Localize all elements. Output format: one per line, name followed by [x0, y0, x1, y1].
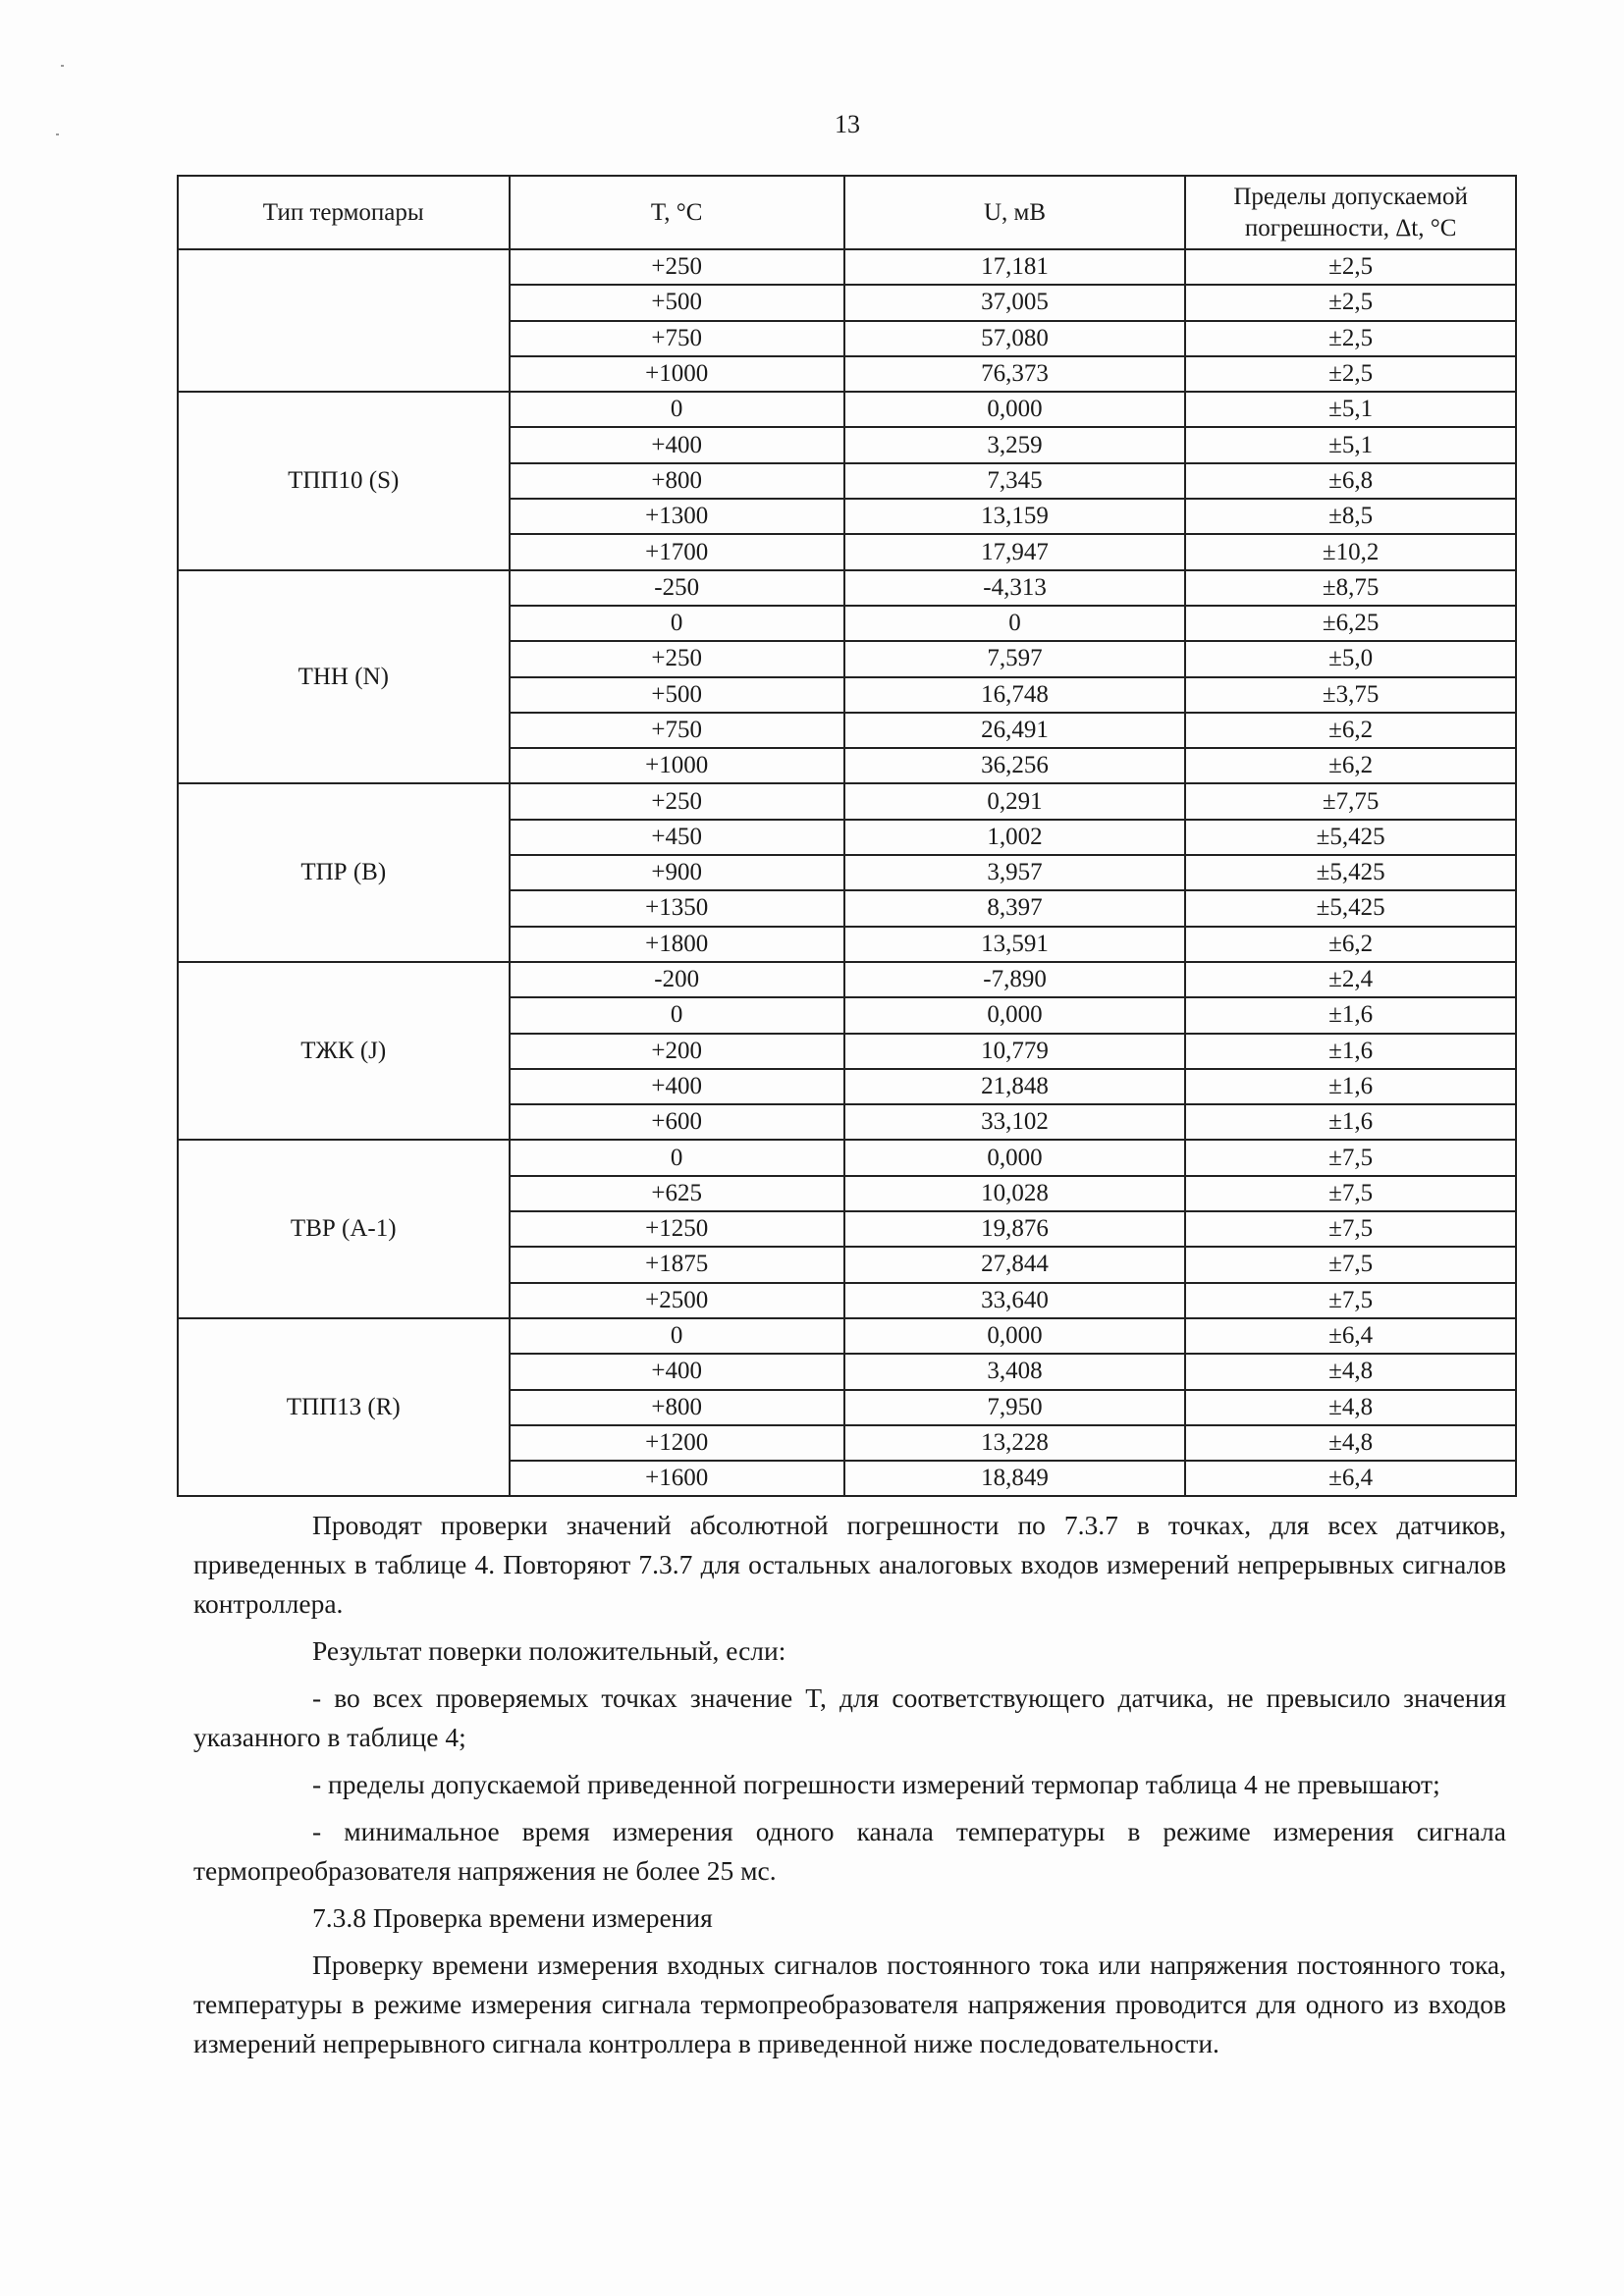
thermocouple-type-cell: ТПП13 (R) [178, 1318, 510, 1496]
voltage-cell: 37,005 [844, 285, 1185, 320]
voltage-cell: 3,408 [844, 1354, 1185, 1389]
voltage-cell: 36,256 [844, 748, 1185, 783]
voltage-cell: 57,080 [844, 321, 1185, 356]
temperature-cell: +450 [510, 820, 844, 855]
table-row [178, 249, 1516, 285]
voltage-cell: 0,000 [844, 1318, 1185, 1354]
voltage-cell: 8,397 [844, 890, 1185, 926]
temperature-cell: +2500 [510, 1283, 844, 1318]
table-body [178, 249, 1516, 1496]
temperature-cell: +250 [510, 641, 844, 676]
tolerance-cell: ±1,6 [1185, 1104, 1516, 1140]
temperature-cell: +1350 [510, 890, 844, 926]
table-row [178, 392, 1516, 427]
voltage-cell: 18,849 [844, 1461, 1185, 1496]
paragraph-condition-3: - минимальное время измерения одного канала температуры в режиме измерения сигнала термопреобразователя напряжения не более 25 мс. [193, 1816, 1506, 1886]
voltage-cell: 13,159 [844, 499, 1185, 534]
tolerance-cell: ±6,4 [1185, 1318, 1516, 1354]
temperature-cell: +1300 [510, 499, 844, 534]
temperature-cell: +600 [510, 1104, 844, 1140]
temperature-cell: 0 [510, 1318, 844, 1354]
table-row [178, 962, 1516, 997]
voltage-cell: 3,259 [844, 427, 1185, 462]
scan-artifact [61, 65, 64, 67]
tolerance-cell: ±5,0 [1185, 641, 1516, 676]
table-header-row [178, 176, 1516, 249]
thermocouple-type-cell: ТЖК (J) [178, 962, 510, 1140]
tolerance-cell: ±2,5 [1185, 249, 1516, 285]
header-tolerance: Пределы допускаемой погрешности, Δt, °C [1185, 176, 1516, 249]
paragraph-measurement-time: Проверку времени измерения входных сигналов постоянного тока или напряжения постоянного тока, температуры в режиме измерения сигнала термопреобразователя напряжения проводится для одного из входов измерений непрерывного сигнала контроллера в приведенной ниже последовательности. [193, 1949, 1506, 2058]
temperature-cell: +1200 [510, 1425, 844, 1461]
tolerance-cell: ±8,75 [1185, 570, 1516, 606]
temperature-cell: +250 [510, 249, 844, 285]
voltage-cell: 13,228 [844, 1425, 1185, 1461]
tolerance-cell: ±6,2 [1185, 713, 1516, 748]
voltage-cell: -4,313 [844, 570, 1185, 606]
thermocouple-type-cell: ТВР (А-1) [178, 1140, 510, 1317]
voltage-cell: 0,000 [844, 997, 1185, 1033]
temperature-cell: +500 [510, 285, 844, 320]
tolerance-cell: ±8,5 [1185, 499, 1516, 534]
temperature-cell: 0 [510, 997, 844, 1033]
tolerance-cell: ±4,8 [1185, 1390, 1516, 1425]
temperature-cell: 0 [510, 1140, 844, 1175]
tolerance-cell: ±7,75 [1185, 783, 1516, 819]
voltage-cell: 10,028 [844, 1176, 1185, 1211]
voltage-cell: 7,345 [844, 463, 1185, 499]
voltage-cell: 7,950 [844, 1390, 1185, 1425]
temperature-cell: +1700 [510, 534, 844, 569]
thermocouple-table [177, 175, 1517, 1497]
tolerance-cell: ±5,1 [1185, 392, 1516, 427]
temperature-cell: +625 [510, 1176, 844, 1211]
voltage-cell: 13,591 [844, 927, 1185, 962]
tolerance-cell: ±6,2 [1185, 748, 1516, 783]
tolerance-cell: ±6,25 [1185, 606, 1516, 641]
temperature-cell: 0 [510, 392, 844, 427]
header-type: Тип термопары [178, 176, 510, 249]
voltage-cell: 1,002 [844, 820, 1185, 855]
voltage-cell: 19,876 [844, 1211, 1185, 1247]
header-voltage: U, мВ [844, 176, 1185, 249]
section-heading-7-3-8: 7.3.8 Проверка времени измерения [312, 1902, 713, 1933]
tolerance-cell: ±5,425 [1185, 855, 1516, 890]
temperature-cell: +400 [510, 1354, 844, 1389]
voltage-cell: 17,181 [844, 249, 1185, 285]
voltage-cell: 7,597 [844, 641, 1185, 676]
tolerance-cell: ±2,5 [1185, 321, 1516, 356]
thermocouple-type-cell: ТПП10 (S) [178, 392, 510, 569]
paragraph-condition-2: - пределы допускаемой приведенной погрешности измерений термопар таблица 4 не превышают; [312, 1769, 1440, 1799]
temperature-cell: +1000 [510, 356, 844, 392]
temperature-cell: -250 [510, 570, 844, 606]
temperature-cell: +1875 [510, 1247, 844, 1282]
table-row [178, 1140, 1516, 1175]
paragraph-condition-1: - во всех проверяемых точках значение T, для соответствующего датчика, не превысило значения указанного в таблице 4; [193, 1682, 1506, 1752]
temperature-cell: +800 [510, 1390, 844, 1425]
page-number: 13 [835, 110, 860, 138]
temperature-cell: +400 [510, 427, 844, 462]
voltage-cell: 10,779 [844, 1034, 1185, 1069]
temperature-cell: +750 [510, 321, 844, 356]
voltage-cell: 26,491 [844, 713, 1185, 748]
temperature-cell: +1250 [510, 1211, 844, 1247]
header-temperature: T, °C [510, 176, 844, 249]
temperature-cell: +200 [510, 1034, 844, 1069]
tolerance-cell: ±2,4 [1185, 962, 1516, 997]
body-text [193, 1506, 1506, 2063]
voltage-cell: 21,848 [844, 1069, 1185, 1104]
voltage-cell: 27,844 [844, 1247, 1185, 1282]
temperature-cell: +1600 [510, 1461, 844, 1496]
voltage-cell: 0 [844, 606, 1185, 641]
voltage-cell: 0,291 [844, 783, 1185, 819]
voltage-cell: 0,000 [844, 1140, 1185, 1175]
table-row [178, 1318, 1516, 1354]
tolerance-cell: ±7,5 [1185, 1211, 1516, 1247]
temperature-cell: +400 [510, 1069, 844, 1104]
thermocouple-type-cell: ТПР (B) [178, 783, 510, 961]
temperature-cell: +750 [510, 713, 844, 748]
voltage-cell: 16,748 [844, 677, 1185, 713]
tolerance-cell: ±3,75 [1185, 677, 1516, 713]
tolerance-cell: ±1,6 [1185, 1069, 1516, 1104]
paragraph-check-description: Проводят проверки значений абсолютной погрешности по 7.3.7 в точках, для всех датчиков, приведенных в таблице 4. Повторяют 7.3.7 для остальных аналоговых входов измерений непрерывных сигналов контроллера. [193, 1510, 1506, 1619]
paragraph-result-intro: Результат поверки положительный, если: [312, 1635, 786, 1666]
tolerance-cell: ±2,5 [1185, 356, 1516, 392]
tolerance-cell: ±7,5 [1185, 1247, 1516, 1282]
voltage-cell: 0,000 [844, 392, 1185, 427]
voltage-cell: 3,957 [844, 855, 1185, 890]
thermocouple-type-cell [178, 249, 510, 392]
tolerance-cell: ±6,4 [1185, 1461, 1516, 1496]
thermocouple-type-cell: ТНН (N) [178, 570, 510, 784]
temperature-cell: +500 [510, 677, 844, 713]
tolerance-cell: ±4,8 [1185, 1354, 1516, 1389]
table-row [178, 783, 1516, 819]
temperature-cell: +1000 [510, 748, 844, 783]
tolerance-cell: ±6,8 [1185, 463, 1516, 499]
tolerance-cell: ±2,5 [1185, 285, 1516, 320]
voltage-cell: 17,947 [844, 534, 1185, 569]
tolerance-cell: ±4,8 [1185, 1425, 1516, 1461]
tolerance-cell: ±5,425 [1185, 820, 1516, 855]
voltage-cell: 76,373 [844, 356, 1185, 392]
temperature-cell: +250 [510, 783, 844, 819]
voltage-cell: 33,640 [844, 1283, 1185, 1318]
tolerance-cell: ±6,2 [1185, 927, 1516, 962]
temperature-cell: +800 [510, 463, 844, 499]
temperature-cell: 0 [510, 606, 844, 641]
tolerance-cell: ±7,5 [1185, 1176, 1516, 1211]
tolerance-cell: ±10,2 [1185, 534, 1516, 569]
voltage-cell: 33,102 [844, 1104, 1185, 1140]
temperature-cell: +1800 [510, 927, 844, 962]
temperature-cell: +900 [510, 855, 844, 890]
tolerance-cell: ±5,1 [1185, 427, 1516, 462]
tolerance-cell: ±1,6 [1185, 997, 1516, 1033]
temperature-cell: -200 [510, 962, 844, 997]
tolerance-cell: ±5,425 [1185, 890, 1516, 926]
tolerance-cell: ±7,5 [1185, 1283, 1516, 1318]
tolerance-cell: ±7,5 [1185, 1140, 1516, 1175]
tolerance-cell: ±1,6 [1185, 1034, 1516, 1069]
voltage-cell: -7,890 [844, 962, 1185, 997]
table-row [178, 570, 1516, 606]
